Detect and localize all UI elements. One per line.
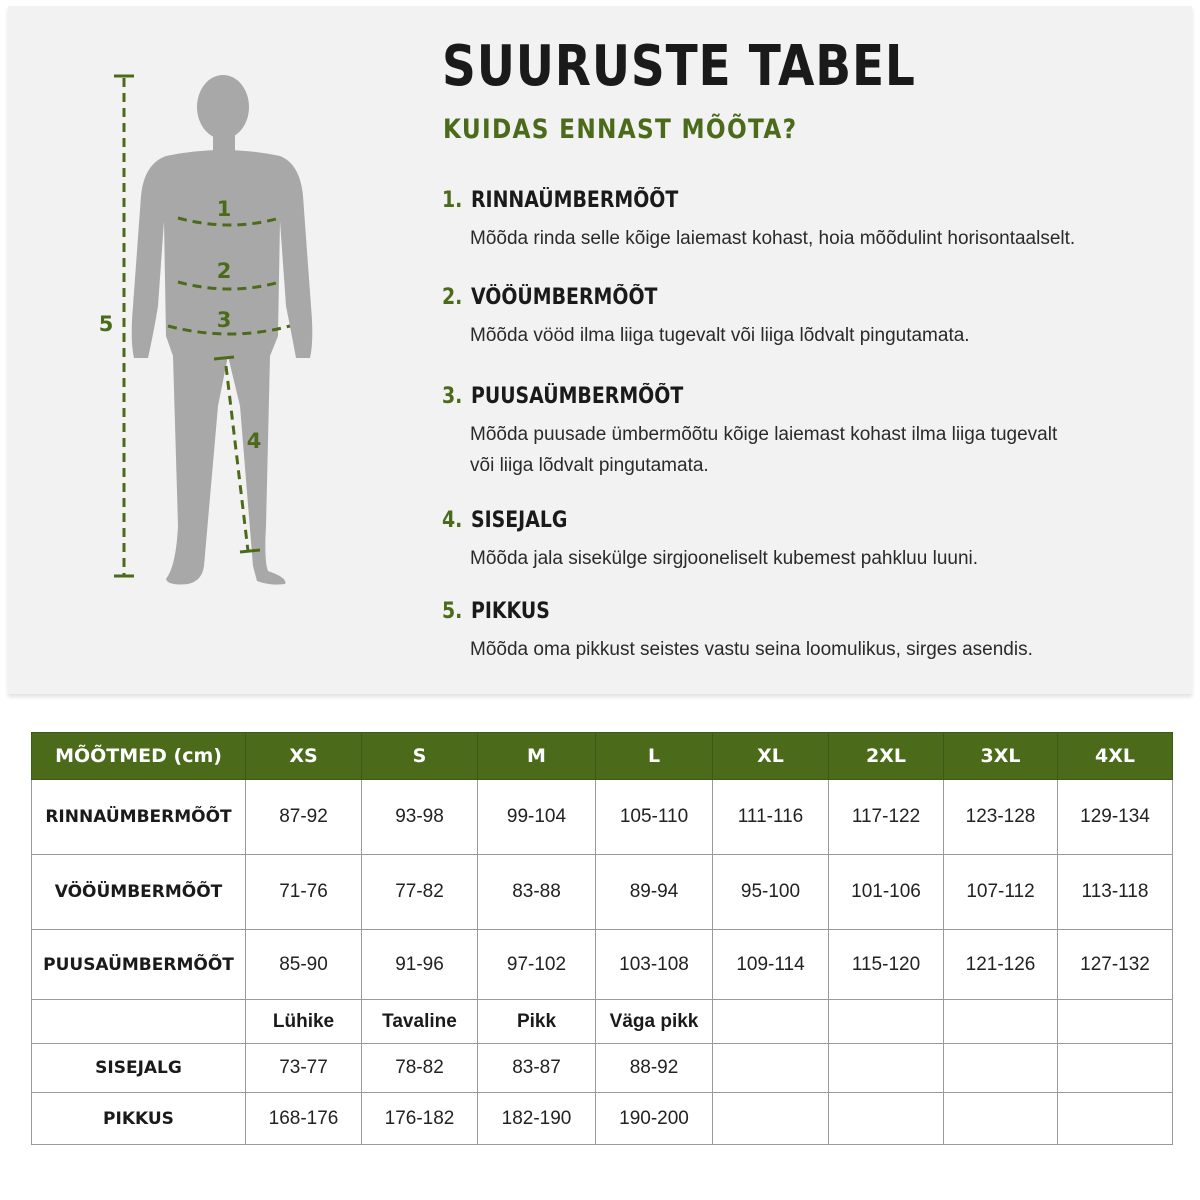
figure-label-2: 2 <box>216 259 232 283</box>
row-label: PUUSAÜMBERMÕÕT <box>32 930 246 1000</box>
size-header: S <box>362 733 478 780</box>
table-cell: 182-190 <box>478 1093 596 1145</box>
table-cell: 73-77 <box>246 1044 362 1093</box>
page-subtitle: KUIDAS ENNAST MÕÕTA? <box>443 114 798 145</box>
measuring-guide-panel <box>8 6 1192 694</box>
size-header: M <box>478 733 596 780</box>
empty-cell <box>829 1000 944 1044</box>
length-type-header: Lühike <box>246 1000 362 1044</box>
figure-label-1: 1 <box>216 197 232 221</box>
table-cell: 176-182 <box>362 1093 478 1145</box>
table-header-row <box>32 733 1173 780</box>
table-cell: 77-82 <box>362 855 478 930</box>
table-cell: 88-92 <box>596 1044 713 1093</box>
step-heading: SISEJALG <box>470 508 568 533</box>
row-label: PIKKUS <box>32 1093 246 1145</box>
table-row-length-types <box>32 1000 1173 1044</box>
page-title: SUURUSTE TABEL <box>442 34 916 99</box>
row-label: VÖÖÜMBERMÕÕT <box>32 855 246 930</box>
size-header: 2XL <box>829 733 944 780</box>
row-label: SISEJALG <box>32 1044 246 1093</box>
step-heading: PUUSAÜMBERMÕÕT <box>470 384 684 409</box>
empty-cell <box>1058 1000 1173 1044</box>
table-cell: 101-106 <box>829 855 944 930</box>
size-header: 3XL <box>944 733 1058 780</box>
step-heading: RINNAÜMBERMÕÕT <box>470 188 679 213</box>
empty-cell <box>944 1044 1058 1093</box>
body-measurement-figure <box>8 6 428 694</box>
table-cell: 99-104 <box>478 780 596 855</box>
empty-cell <box>713 1000 829 1044</box>
empty-cell <box>713 1044 829 1093</box>
empty-cell <box>944 1000 1058 1044</box>
table-corner-header: MÕÕTMED (cm) <box>32 733 246 780</box>
size-header: L <box>596 733 713 780</box>
step-description: Mõõda puusade ümbermõõtu kõige laiemast kohast ilma liiga tugevalt <box>470 424 1058 445</box>
table-cell: 117-122 <box>829 780 944 855</box>
step-heading: VÖÖÜMBERMÕÕT <box>470 285 658 310</box>
step-number: 2. <box>442 285 463 310</box>
table-cell: 87-92 <box>246 780 362 855</box>
empty-cell <box>713 1093 829 1145</box>
step-number: 5. <box>442 599 463 624</box>
table-cell: 111-116 <box>713 780 829 855</box>
table-cell: 127-132 <box>1058 930 1173 1000</box>
table-cell: 93-98 <box>362 780 478 855</box>
empty-cell <box>1058 1044 1173 1093</box>
step-hips <box>442 384 1142 481</box>
table-row-height <box>32 1093 1173 1145</box>
step-description: Mõõda oma pikkust seistes vastu seina loomulikus, sirges asendis. <box>470 639 1033 660</box>
step-heading: PIKKUS <box>470 599 550 624</box>
table-cell: 97-102 <box>478 930 596 1000</box>
step-number: 3. <box>442 384 463 409</box>
table-cell: 103-108 <box>596 930 713 1000</box>
size-header: XS <box>246 733 362 780</box>
table-row-hips <box>32 930 1173 1000</box>
step-description: Mõõda vööd ilma liiga tugevalt või liiga lõdvalt pingutamata. <box>470 325 970 346</box>
table-cell: 129-134 <box>1058 780 1173 855</box>
step-waist <box>442 285 1142 351</box>
table-row-chest <box>32 780 1173 855</box>
step-inseam <box>442 508 1142 574</box>
length-type-header: Pikk <box>478 1000 596 1044</box>
step-chest <box>442 188 1142 254</box>
table-cell: 168-176 <box>246 1093 362 1145</box>
empty-cell <box>829 1044 944 1093</box>
figure-label-4: 4 <box>246 429 262 453</box>
table-cell: 105-110 <box>596 780 713 855</box>
table-cell: 113-118 <box>1058 855 1173 930</box>
step-number: 1. <box>442 188 463 213</box>
figure-label-5: 5 <box>98 312 114 336</box>
size-header: 4XL <box>1058 733 1173 780</box>
size-header: XL <box>713 733 829 780</box>
table-cell: 190-200 <box>596 1093 713 1145</box>
table-cell: 115-120 <box>829 930 944 1000</box>
figure-label-3: 3 <box>216 308 232 332</box>
table-row-waist <box>32 855 1173 930</box>
step-height <box>442 599 1142 665</box>
table-cell: 107-112 <box>944 855 1058 930</box>
table-cell: 121-126 <box>944 930 1058 1000</box>
step-description: Mõõda jala sisekülge sirgjooneliselt kubemest pahkluu luuni. <box>470 548 979 569</box>
step-description: Mõõda rinda selle kõige laiemast kohast, hoia mõõdulint horisontaalselt. <box>470 228 1076 249</box>
empty-cell <box>944 1093 1058 1145</box>
size-table <box>31 732 1173 1145</box>
table-cell: 85-90 <box>246 930 362 1000</box>
step-description-continued: või liiga lõdvalt pingutamata. <box>470 455 709 476</box>
empty-cell <box>829 1093 944 1145</box>
step-number: 4. <box>442 508 463 533</box>
table-cell: 89-94 <box>596 855 713 930</box>
table-cell: 78-82 <box>362 1044 478 1093</box>
table-cell: 71-76 <box>246 855 362 930</box>
table-cell: 109-114 <box>713 930 829 1000</box>
table-cell: 83-87 <box>478 1044 596 1093</box>
empty-cell <box>1058 1093 1173 1145</box>
table-row-inseam <box>32 1044 1173 1093</box>
row-label: RINNAÜMBERMÕÕT <box>32 780 246 855</box>
table-cell: 123-128 <box>944 780 1058 855</box>
table-cell: 95-100 <box>713 855 829 930</box>
length-type-header: Väga pikk <box>596 1000 713 1044</box>
table-cell: 91-96 <box>362 930 478 1000</box>
table-cell: 83-88 <box>478 855 596 930</box>
length-type-header: Tavaline <box>362 1000 478 1044</box>
empty-cell <box>32 1000 246 1044</box>
